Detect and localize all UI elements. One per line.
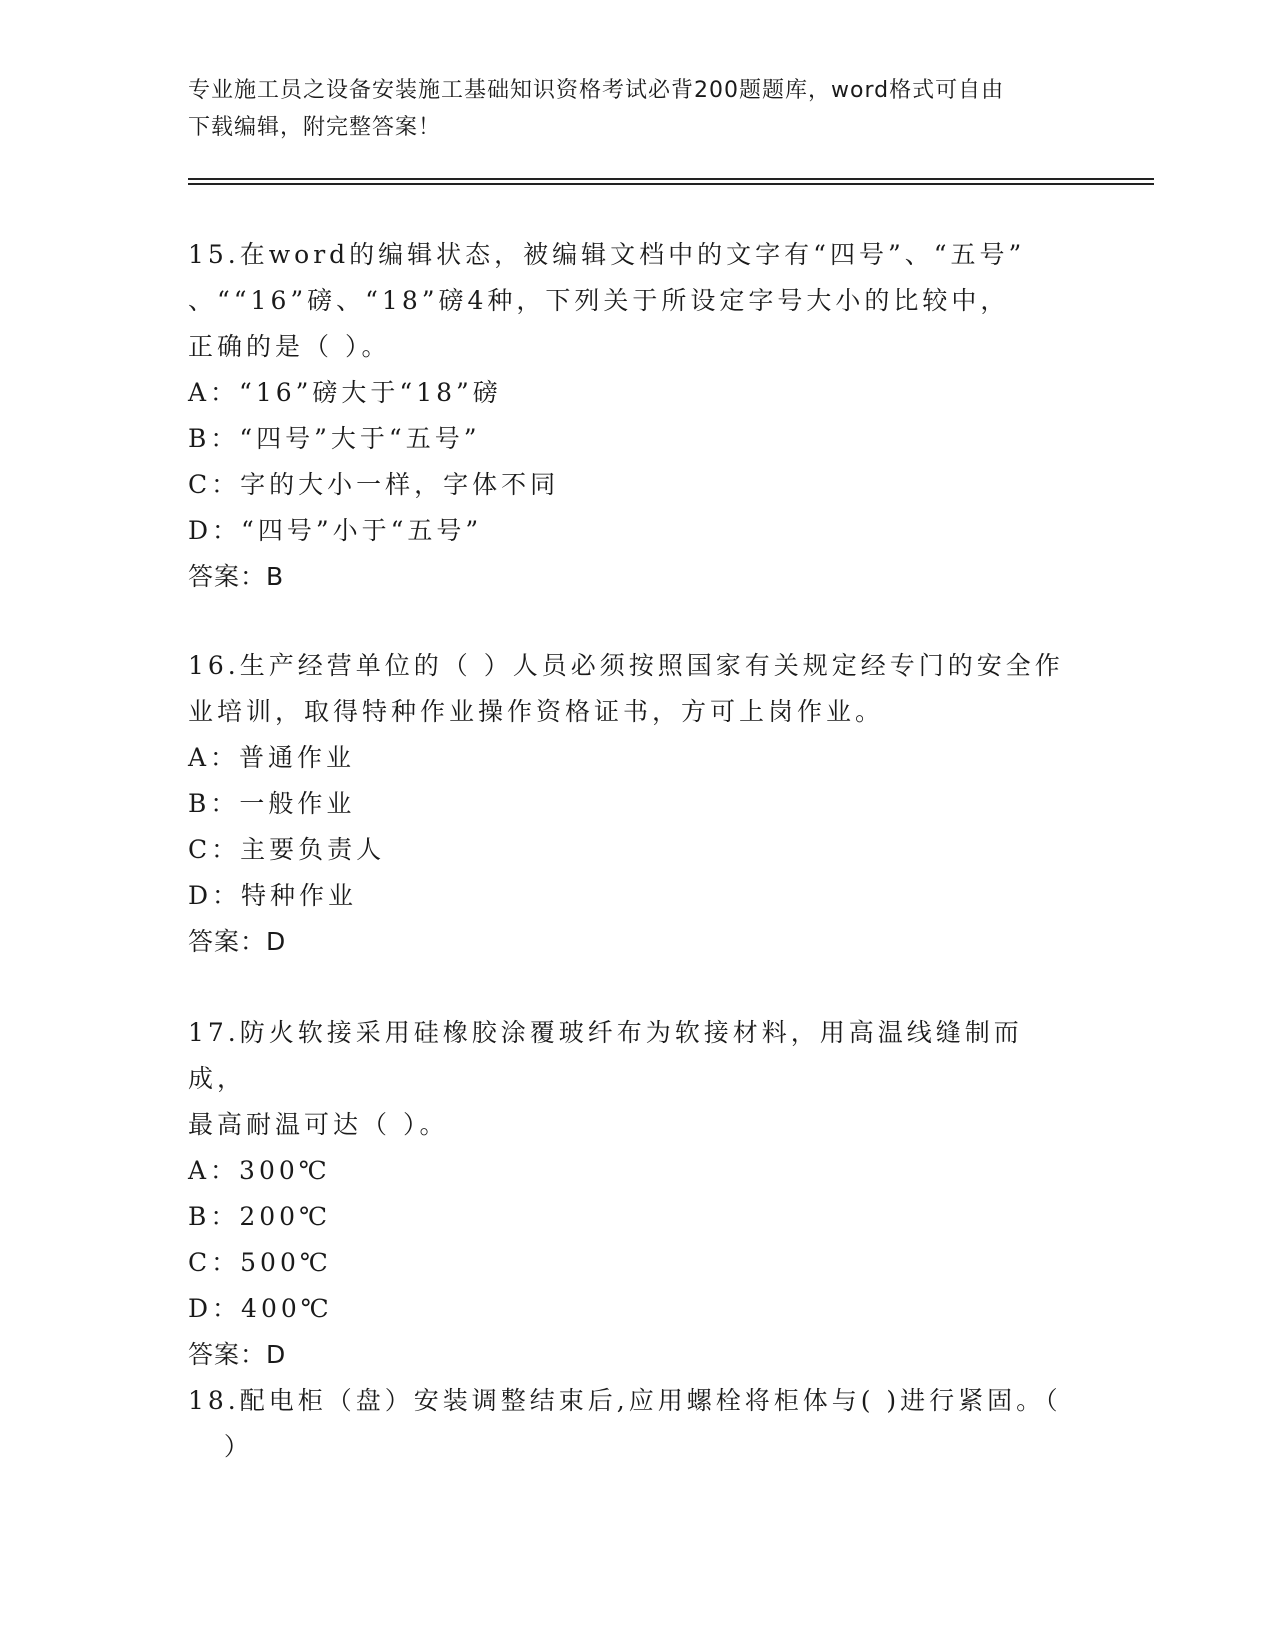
option-d: D：400℃: [188, 1294, 333, 1323]
answer-line: 答案：D: [188, 1340, 287, 1369]
question-stem-line: 最高耐温可达（ ）。: [188, 1110, 449, 1139]
option-b: B：一般作业: [188, 789, 356, 818]
question-stem-line: 15.在word的编辑状态，被编辑文档中的文字有“四号”、“五号”: [188, 240, 1026, 269]
option-a: A：“16”磅大于“18”磅: [188, 378, 502, 407]
option-a: A：300℃: [188, 1156, 331, 1185]
document-header: [188, 72, 1088, 146]
question-stem-line: 、““16”磅、“18”磅4种，下列关于所设定字号大小的比较中，: [188, 286, 1010, 315]
option-d: D：特种作业: [188, 881, 358, 910]
option-c: C：主要负责人: [188, 835, 386, 864]
option-c: C：500℃: [188, 1248, 332, 1277]
answer-line: 答案：B: [188, 562, 285, 591]
answer-line: 答案：D: [188, 927, 287, 956]
option-b: B：“四号”大于“五号”: [188, 424, 481, 453]
question-stem-line: ）: [188, 1432, 253, 1461]
option-a: A：普通作业: [188, 743, 356, 772]
question-stem-line: 16.生产经营单位的（ ）人员必须按照国家有关规定经专门的安全作: [188, 651, 1064, 680]
header-divider-bottom: [188, 183, 1154, 185]
question-16: [188, 643, 1068, 965]
option-c: C：字的大小一样，字体不同: [188, 470, 560, 499]
question-stem-line: 18.配电柜（盘）安装调整结束后,应用螺栓将柜体与( )进行紧固。（: [188, 1386, 1062, 1415]
question-stem-line: 17.防火软接采用硅橡胶涂覆玻纤布为软接材料，用高温线缝制而成，: [188, 1018, 1023, 1093]
option-b: B：200℃: [188, 1202, 332, 1231]
header-line-1: 专业施工员之设备安装施工基础知识资格考试必背200题题库，word格式可自由: [188, 78, 1005, 103]
header-line-2: 下载编辑，附完整答案！: [188, 115, 442, 140]
question-15: [188, 232, 1068, 600]
option-d: D：“四号”小于“五号”: [188, 516, 483, 545]
question-18: [188, 1378, 1068, 1470]
question-stem-line: 正确的是（ ）。: [188, 332, 391, 361]
question-stem-line: 业培训，取得特种作业操作资格证书，方可上岗作业。: [188, 697, 885, 726]
header-divider-top: [188, 178, 1154, 180]
question-17: [188, 1010, 1068, 1378]
